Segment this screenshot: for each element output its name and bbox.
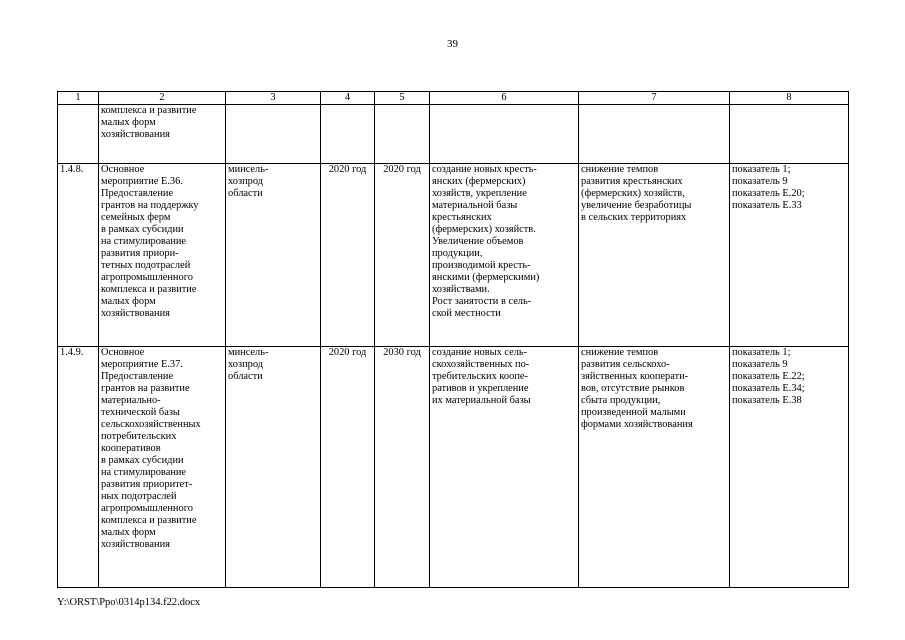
column-header-8: 8 [730,92,849,105]
expected-result-cell: создание новых кресть- янских (фермерских) хозяйств, укрепление материальной базы крестьянских (фермерских) хозяйств. Увеличение объемов продукции, производимой кресть- янскими (фермерскими) хозяйствами. Рост занятости в сель- ской местности [430,164,579,347]
row-number-cell [58,105,99,164]
indicators-cell: показатель 1; показатель 9 показатель Е.22; показатель Е.34; показатель Е.38 [730,347,849,588]
header-row [58,92,849,105]
column-header-7: 7 [579,92,730,105]
page-number: 39 [447,38,458,50]
indicators-cell: показатель 1; показатель 9 показатель Е.20; показатель Е.33 [730,164,849,347]
end-year-cell: 2020 год [375,164,430,347]
expected-result-cell [430,105,579,164]
consequences-cell: снижение темпов развития сельскохо- зяйственных кооперати- вов, отсутствие рынков сбыта продукции, произведенной малыми формами хозяйствования [579,347,730,588]
column-header-3: 3 [226,92,321,105]
executor-cell [226,105,321,164]
column-header-1: 1 [58,92,99,105]
start-year-cell: 2020 год [321,164,375,347]
footer-file-path: Y:\ORST\Ppo\0314p134.f22.docx [57,597,201,608]
column-header-4: 4 [321,92,375,105]
start-year-cell [321,105,375,164]
row-number-cell: 1.4.9. [58,347,99,588]
expected-result-cell: создание новых сель- скохозяйственных по- требительских коопе- ративов и укрепление их материальной базы [430,347,579,588]
measure-name-cell: Основное мероприятие Е.37. Предоставление грантов на развитие материально- технической базы сельскохозяйственных потребительских кооперативов в рамках субсидии на стимулирование развития приоритет- ных подотраслей агропромышленного комплекса и развитие малых форм хозяйствования [99,347,226,588]
table-row [58,105,849,164]
start-year-cell: 2020 год [321,347,375,588]
consequences-cell: снижение темпов развития крестьянских (фермерских) хозяйств, увеличение безработицы в сельских территориях [579,164,730,347]
executor-cell: минсель- хозпрод области [226,164,321,347]
column-header-2: 2 [99,92,226,105]
measure-name-cell: комплекса и развитие малых форм хозяйствования [99,105,226,164]
program-table [57,91,849,588]
measure-name-cell: Основное мероприятие Е.36. Предоставление грантов на поддержку семейных ферм в рамках субсидии на стимулирование развития приори- тетных подотраслей агропромышленного комплекса и развитие малых форм хозяйствования [99,164,226,347]
executor-cell: минсель- хозпрод области [226,347,321,588]
end-year-cell: 2030 год [375,347,430,588]
consequences-cell [579,105,730,164]
end-year-cell [375,105,430,164]
table-row [58,164,849,347]
indicators-cell [730,105,849,164]
row-number-cell: 1.4.8. [58,164,99,347]
column-header-5: 5 [375,92,430,105]
table-row [58,347,849,588]
column-header-6: 6 [430,92,579,105]
